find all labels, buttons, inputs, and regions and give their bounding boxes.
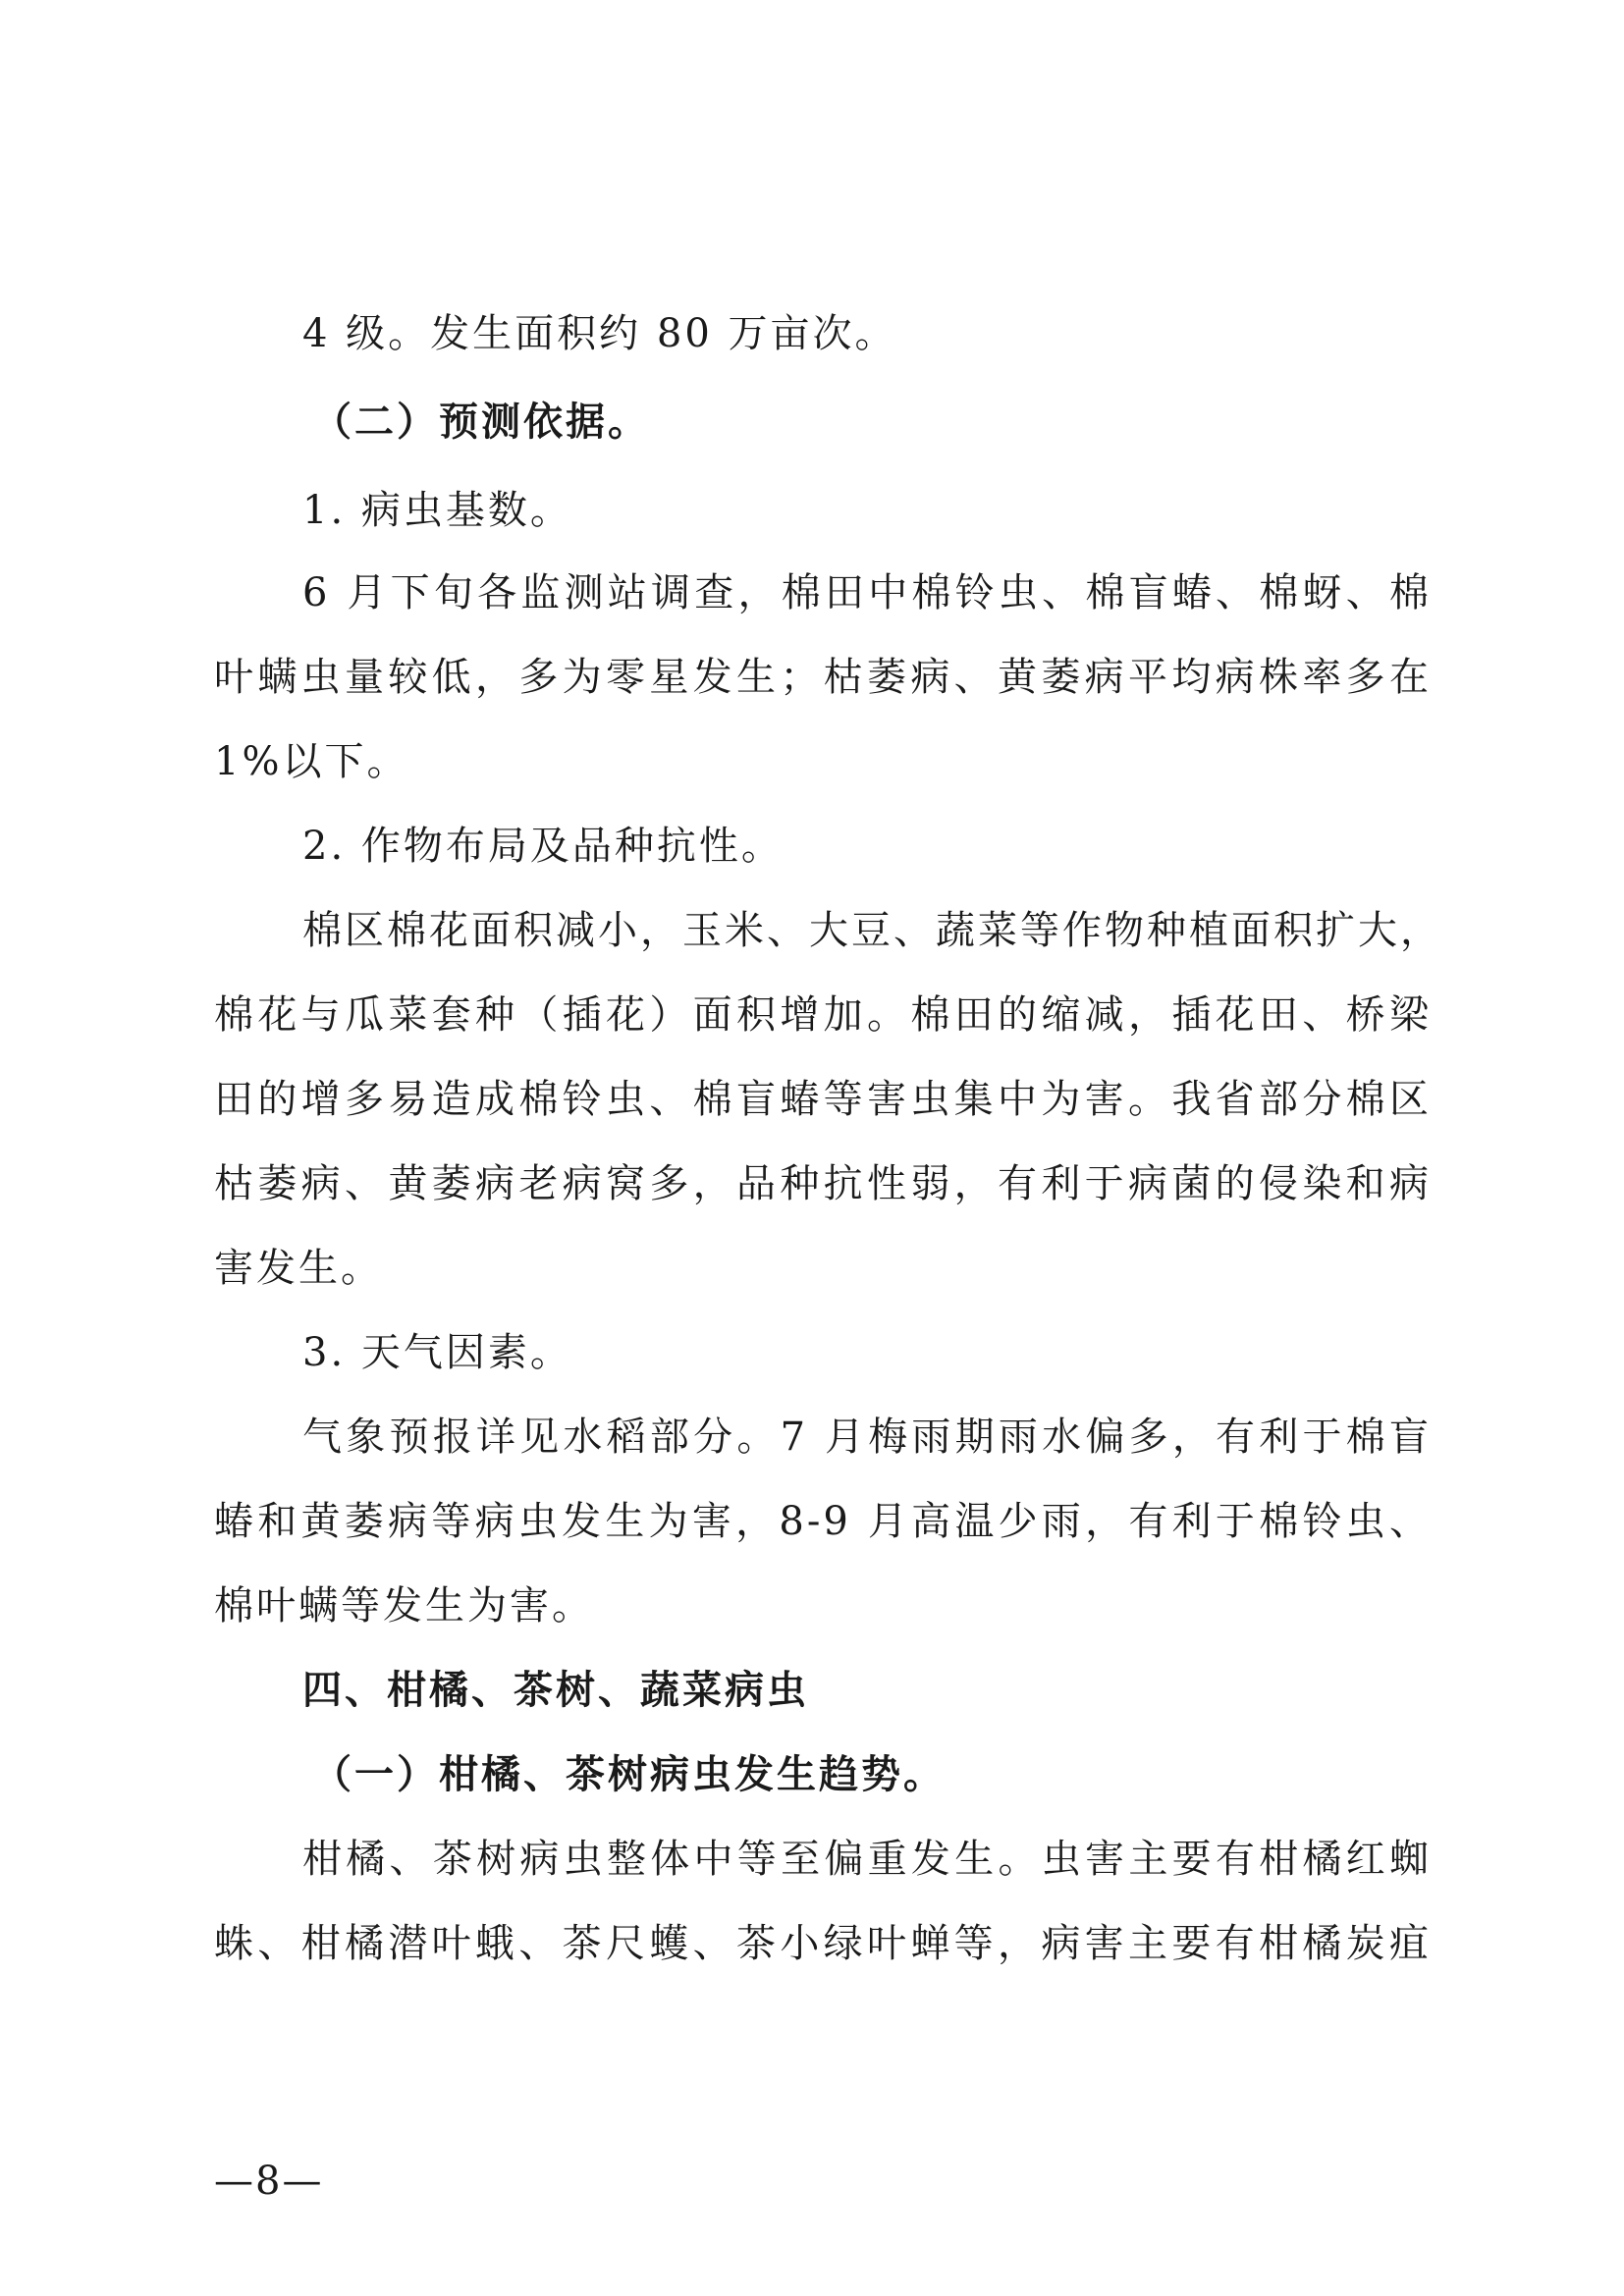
text-line-9: 棉花与瓜菜套种（插花）面积增加。棉田的缩减，插花田、桥梁 — [214, 992, 1432, 1038]
text-line-14: 气象预报详见水稻部分。7 月梅雨期雨水偏多，有利于棉盲 — [302, 1415, 1432, 1460]
numbered-heading-crop-layout: 2. 作物布局及品种抗性。 — [302, 824, 784, 869]
section-heading-citrus-tea-vegetable: 四、柑橘、茶树、蔬菜病虫 — [302, 1668, 809, 1713]
subsection-heading-forecast-basis: （二）预测依据。 — [312, 400, 650, 445]
text-line-19: 柑橘、茶树病虫整体中等至偏重发生。虫害主要有柑橘红蜘 — [302, 1837, 1432, 1882]
text-line-8: 棉区棉花面积减小，玉米、大豆、蔬菜等作物种植面积扩大， — [302, 908, 1442, 953]
text-line-4: 6 月下旬各监测站调查，棉田中棉铃虫、棉盲蝽、棉蚜、棉 — [302, 570, 1432, 615]
text-line-1: 4 级。发生面积约 80 万亩次。 — [302, 311, 897, 356]
text-line-10: 田的增多易造成棉铃虫、棉盲蝽等害虫集中为害。我省部分棉区 — [214, 1077, 1432, 1122]
text-line-15: 蝽和黄萎病等病虫发生为害，8-9 月高温少雨，有利于棉铃虫、 — [214, 1499, 1432, 1544]
text-line-12: 害发生。 — [214, 1246, 383, 1291]
numbered-heading-weather: 3. 天气因素。 — [302, 1330, 572, 1375]
text-line-11: 枯萎病、黄萎病老病窝多，品种抗性弱，有利于病菌的侵染和病 — [214, 1161, 1432, 1206]
text-line-20: 蛛、柑橘潜叶蛾、茶尺蠖、茶小绿叶蝉等，病害主要有柑橘炭疽 — [214, 1921, 1432, 1966]
subsection-heading-citrus-tea-trend: （一）柑橘、茶树病虫发生趋势。 — [312, 1752, 946, 1797]
text-line-16: 棉叶螨等发生为害。 — [214, 1583, 594, 1629]
text-line-6: 1%以下。 — [214, 739, 409, 784]
text-line-5: 叶螨虫量较低，多为零星发生；枯萎病、黄萎病平均病株率多在 — [214, 655, 1432, 700]
numbered-heading-pest-base: 1. 病虫基数。 — [302, 488, 572, 533]
page-number: —8— — [214, 2159, 324, 2204]
